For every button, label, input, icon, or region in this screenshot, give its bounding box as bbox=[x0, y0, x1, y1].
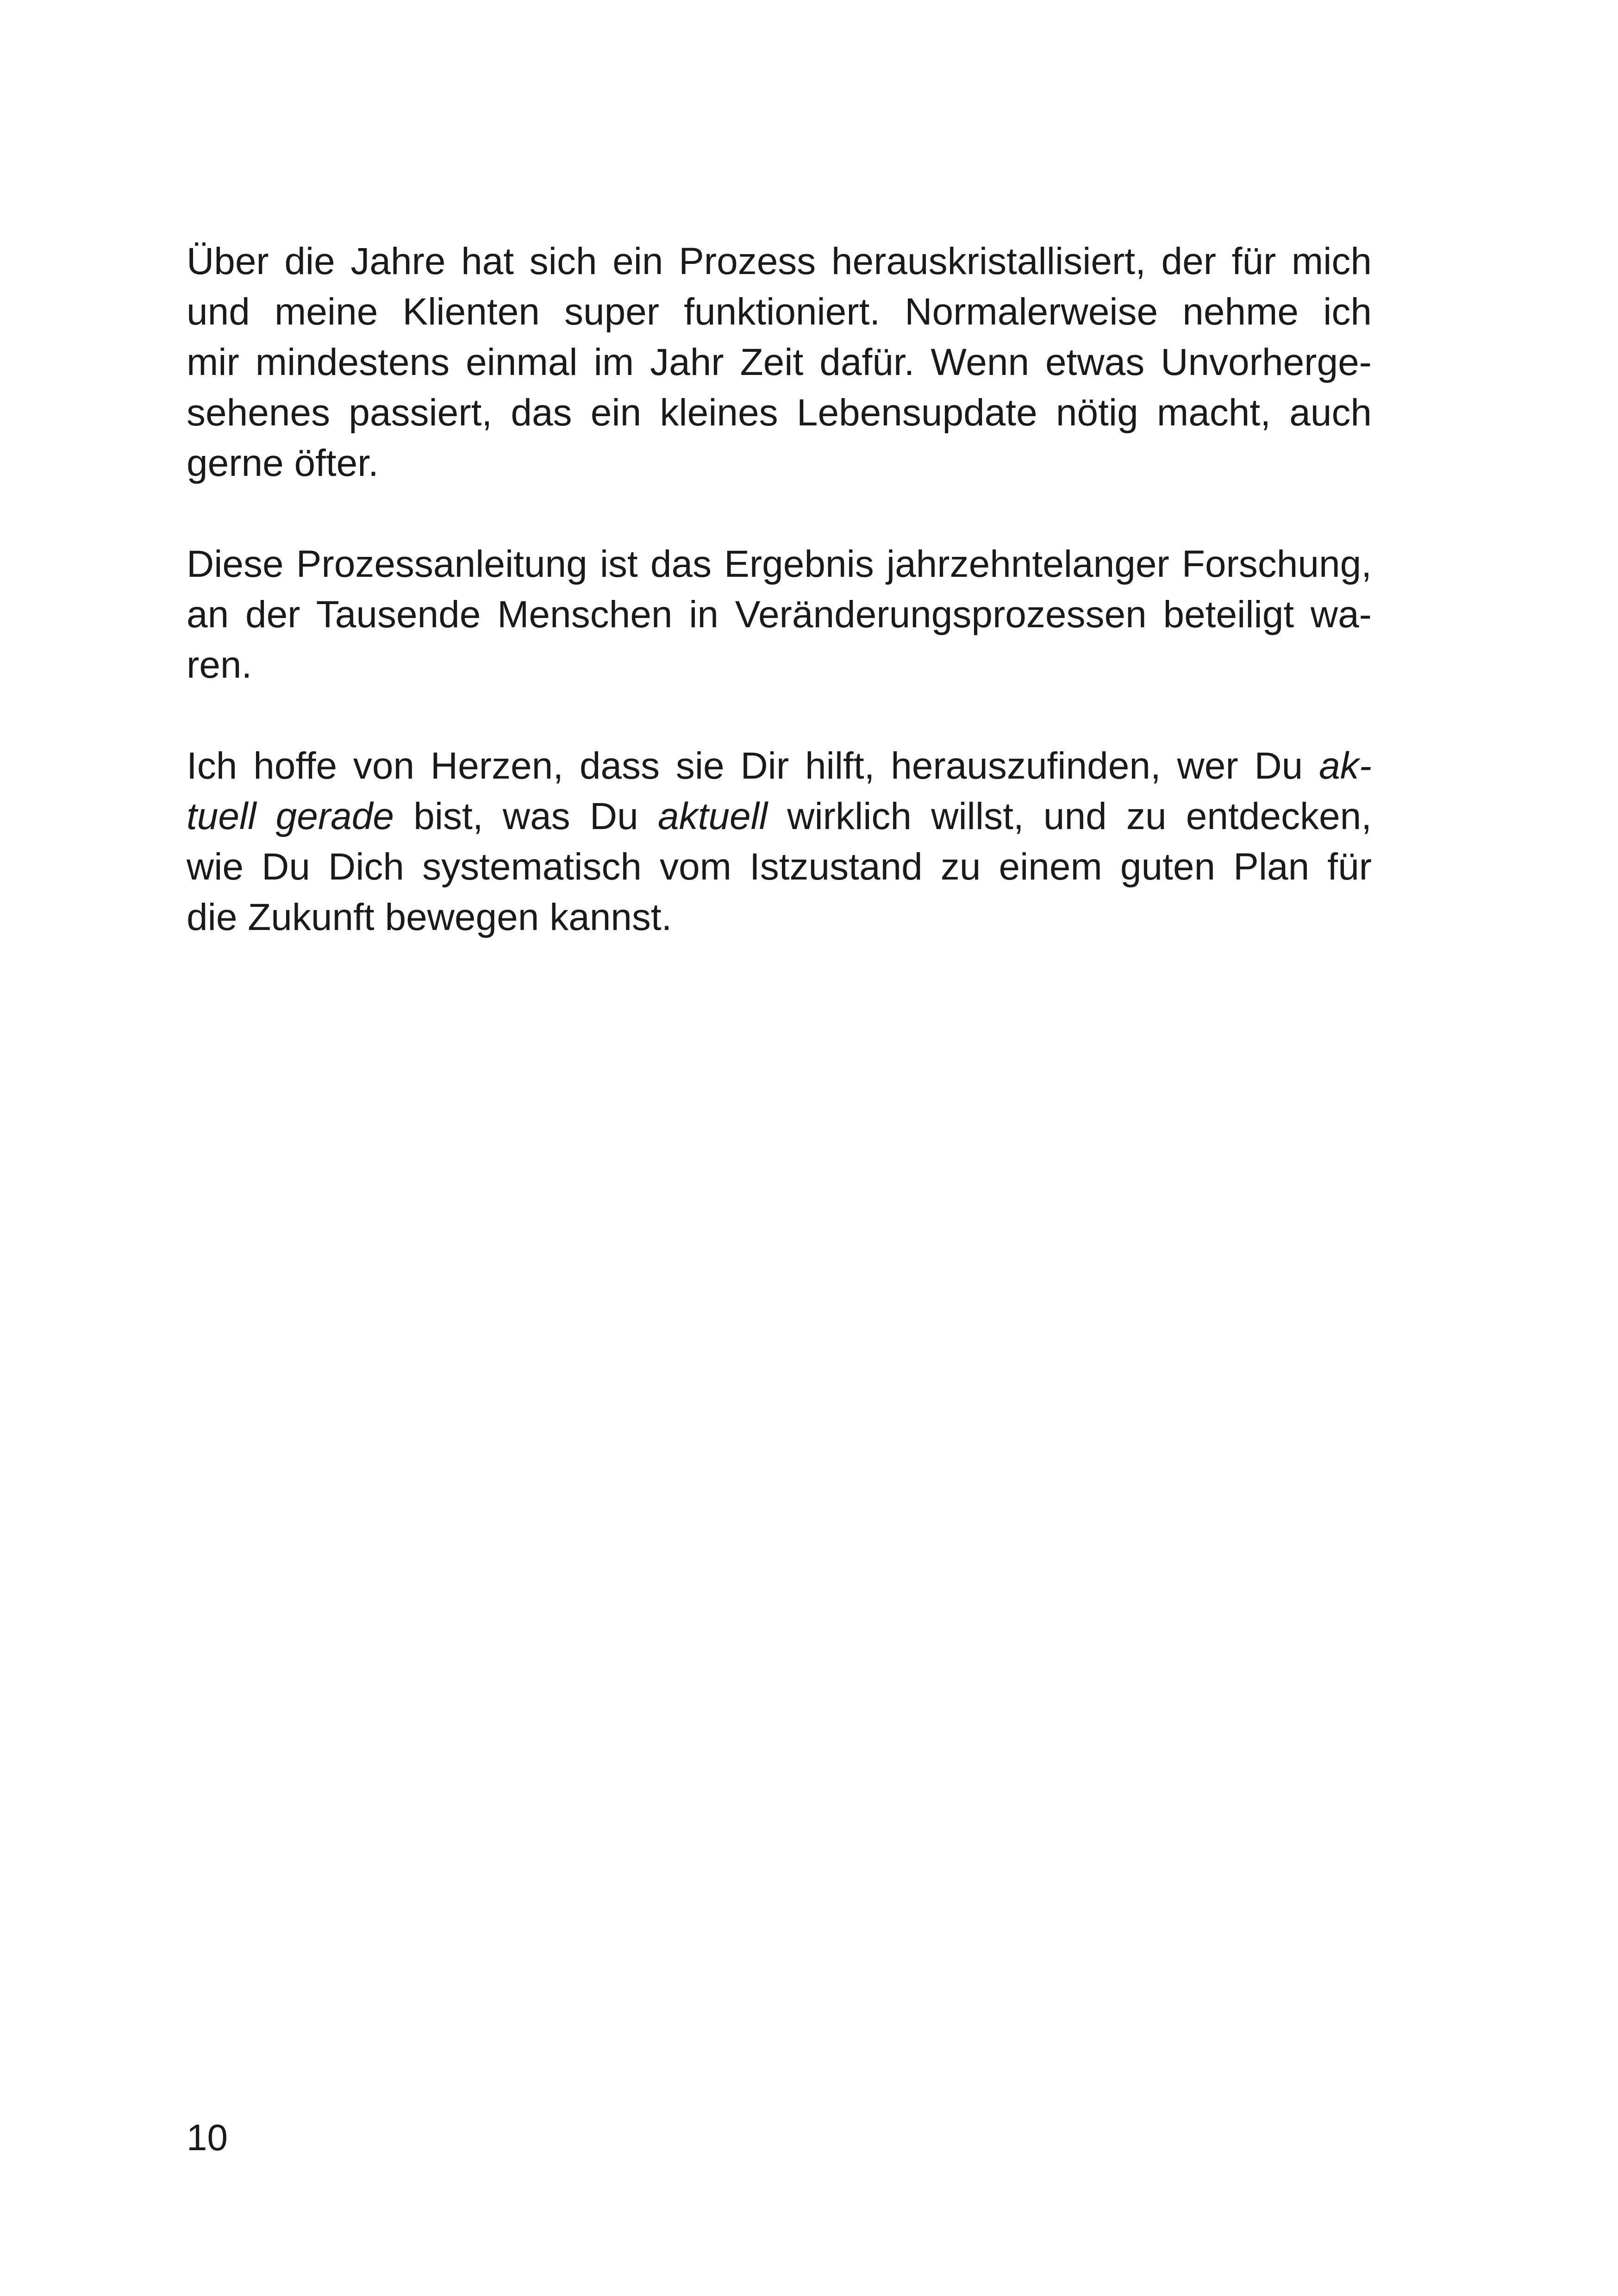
text-line: Über die Jahre hat sich ein Prozess herauskristallisiert, der für mich bbox=[187, 240, 1372, 282]
paragraph-2 bbox=[187, 539, 1372, 690]
text-line: sehenes passiert, das ein kleines Lebensupdate nötig macht, auch bbox=[187, 392, 1372, 434]
text-line: die Zukunft bewegen kannst. bbox=[187, 896, 672, 938]
text-line: an der Tausende Menschen in Veränderungsprozessen beteiligt wa- bbox=[187, 593, 1372, 636]
text-line: mir mindestens einmal im Jahr Zeit dafür. Wenn etwas Unvorherge- bbox=[187, 341, 1372, 383]
paragraph-spacer bbox=[187, 488, 1372, 539]
paragraph-1 bbox=[187, 236, 1372, 488]
text-line: gerne öfter. bbox=[187, 442, 379, 484]
text-line: Diese Prozessanleitung ist das Ergebnis jahrzehntelanger Forschung, bbox=[187, 543, 1372, 585]
paragraph-spacer bbox=[187, 690, 1372, 741]
text-run: wirklich willst, und zu entdecken, bbox=[768, 795, 1372, 837]
italic-text: tuell gerade bbox=[187, 795, 394, 837]
text-line: ren. bbox=[187, 644, 252, 686]
text-run: Ich hoffe von Herzen, dass sie Dir hilft, herauszufinden, wer Du bbox=[187, 745, 1319, 787]
text-line: wie Du Dich systematisch vom Istzustand zu einem guten Plan für bbox=[187, 846, 1372, 888]
body-text bbox=[187, 236, 1372, 942]
italic-text: ak- bbox=[1319, 745, 1372, 787]
paragraph-3 bbox=[187, 741, 1372, 942]
page-number: 10 bbox=[187, 2117, 228, 2158]
text-run: bist, was Du bbox=[394, 795, 658, 837]
text-line bbox=[187, 791, 1372, 842]
text-line bbox=[187, 741, 1372, 791]
italic-text: aktuell bbox=[657, 795, 768, 837]
text-line: und meine Klienten super funktioniert. Normalerweise nehme ich bbox=[187, 291, 1372, 333]
